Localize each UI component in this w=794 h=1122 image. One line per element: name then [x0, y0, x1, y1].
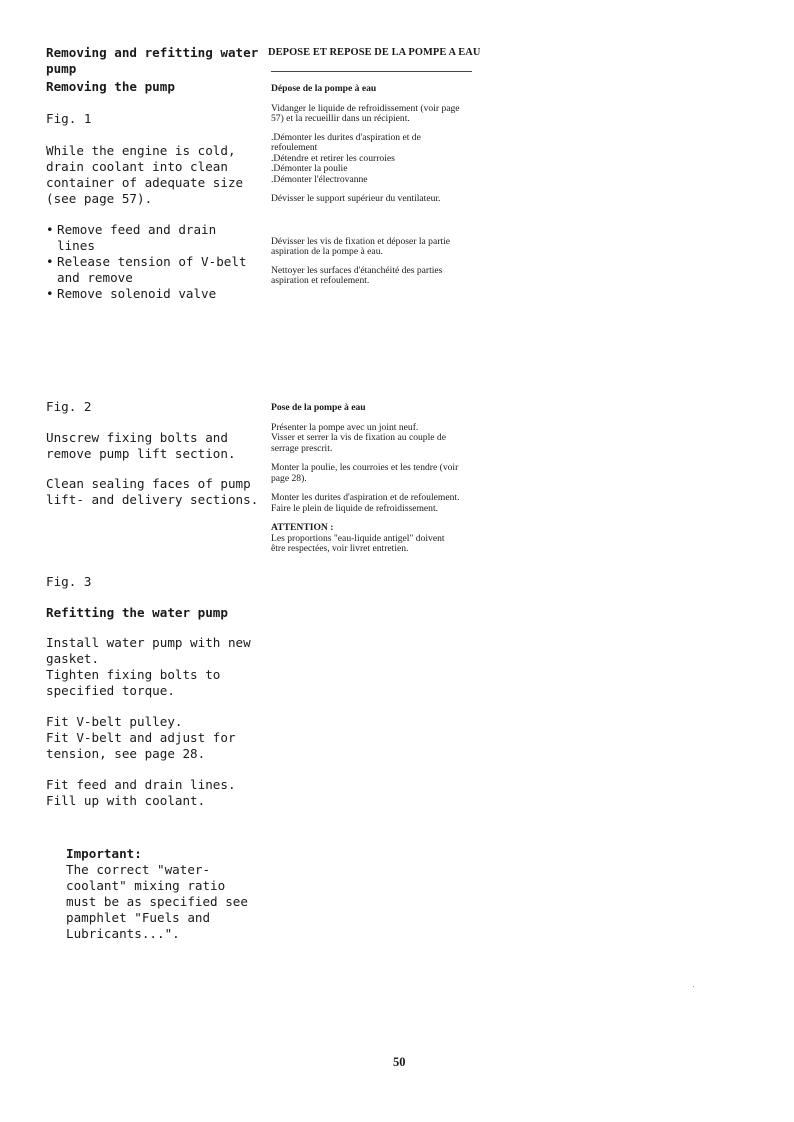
pose-title: Pose de la pompe à eau	[271, 402, 366, 413]
fig1-label: Fig. 1	[46, 111, 92, 126]
attention-label: ATTENTION :	[271, 522, 334, 533]
pose-para-1a: Présenter la pompe avec un joint neuf.	[271, 421, 419, 433]
title-divider	[271, 71, 472, 72]
removing-intro: While the engine is cold, drain coolant into clean container of adequate size (see page 57).	[46, 143, 251, 206]
list-item: .Démonter l'électrovanne	[271, 173, 368, 185]
en-section-title: Removing and refitting water pump	[46, 45, 266, 76]
fig2-para-1: Unscrew fixing bolts and remove pump lift section.	[46, 430, 236, 461]
fig2-para-2: Clean sealing faces of pump lift- and delivery sections.	[46, 476, 259, 507]
depose-title: Dépose de la pompe à eau	[271, 83, 377, 94]
scan-speck	[693, 986, 694, 987]
important-text: The correct "water-coolant" mixing ratio must be as specified see pamphlet "Fuels and Lubricants...".	[66, 862, 256, 941]
bullet-icon: •	[46, 222, 54, 237]
refit-para-2b: Fit V-belt and adjust for tension, see page 28.	[46, 730, 244, 761]
depose-para-4: Nettoyer les surfaces d'étanchéité des parties aspiration et refoulement.	[271, 264, 443, 286]
en-fig2-block	[46, 399, 261, 508]
list-item: • Remove feed and drain lines	[46, 222, 217, 253]
refitting-title: Refitting the water pump	[46, 605, 228, 620]
list-item: .Détendre et retirer les courroies	[271, 152, 395, 164]
list-item: • Remove solenoid valve	[46, 286, 217, 301]
fig2-label: Fig. 2	[46, 399, 92, 414]
refit-para-3a: Fit feed and drain lines.	[46, 777, 236, 792]
pose-para-2: Monter la poulie, les courroies et les tendre (voir page 28).	[271, 462, 459, 484]
fr-pose-block	[271, 403, 461, 555]
important-label: Important:	[66, 846, 142, 861]
list-item: .Démonter les durites d'aspiration et de refoulement	[271, 131, 421, 153]
depose-para-1: Vidanger le liquide de refroidissement (voir page 57) et la recueillir dans un récipient.	[271, 102, 460, 124]
en-refitting-block	[46, 574, 261, 809]
depose-para-2: Dévisser le support supérieur du ventilateur.	[271, 193, 441, 204]
removing-title: Removing the pump	[46, 79, 175, 94]
bullet-icon: •	[46, 254, 54, 269]
refit-para-1a: Install water pump with new gasket.	[46, 635, 259, 666]
list-item: • Release tension of V-belt and remove	[46, 254, 247, 285]
fr-depose-block	[271, 84, 461, 287]
fig3-label: Fig. 3	[46, 574, 92, 589]
refit-para-1b: Tighten fixing bolts to specified torque.	[46, 667, 228, 698]
attention-text: Les proportions "eau-liquide antigel" doivent être respectées, voir livret entretien.	[271, 532, 445, 554]
bullet-icon: •	[46, 286, 54, 301]
depose-para-3: Dévisser les vis de fixation et déposer la partie aspiration de la pompe à eau.	[271, 235, 451, 257]
pose-para-3: Monter les durites d'aspiration et de refoulement. Faire le plein de liquide de refroidissement.	[271, 492, 460, 514]
important-note	[66, 846, 261, 942]
list-item: .Démonter la poulie	[271, 163, 348, 174]
refit-para-3b: Fill up with coolant.	[46, 793, 206, 808]
en-removing-block	[46, 79, 261, 302]
fr-section-title: DEPOSE ET REPOSE DE LA POMPE A EAU	[268, 47, 481, 58]
refit-para-2a: Fit V-belt pulley.	[46, 714, 183, 729]
pose-para-1b: Visser et serrer la vis de fixation au couple de serrage prescrit.	[271, 432, 446, 454]
page-number: 50	[393, 1055, 406, 1069]
